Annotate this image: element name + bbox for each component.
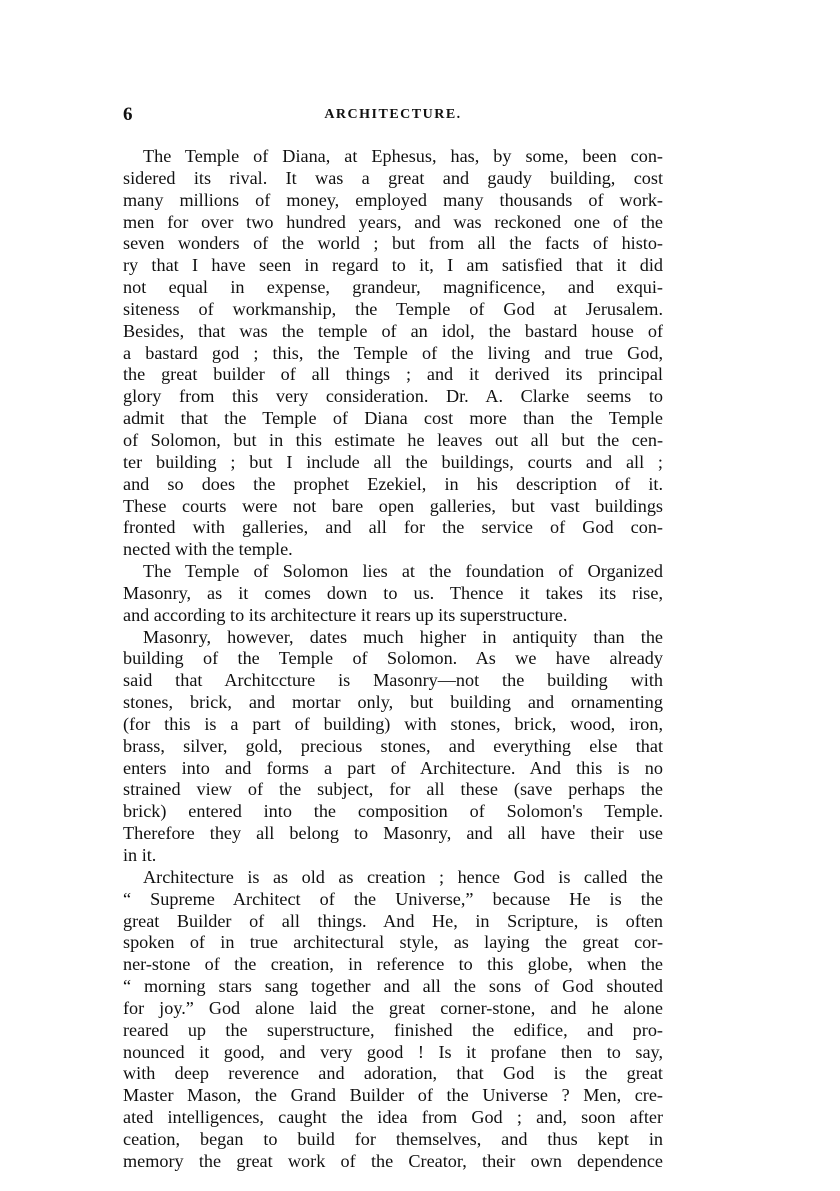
text-line: nected with the temple. (123, 539, 293, 560)
text-line: ceation, began to build for themselves, and thus kept in (123, 1128, 663, 1149)
text-line: for joy.” God alone laid the great corner-stone, and he alone (123, 997, 663, 1018)
text-line: brass, silver, gold, precious stones, and everything else that (123, 735, 663, 756)
body-text (123, 146, 663, 1173)
text-line: The Temple of Solomon lies at the foundation of Organized (143, 561, 663, 582)
text-line: (for this is a part of building) with stones, brick, wood, iron, (123, 713, 663, 734)
text-line: enters into and forms a part of Architecture. And this is no (123, 757, 663, 778)
text-line: nounced it good, and very good ! Is it profane then to say, (123, 1041, 663, 1062)
text-line: siteness of workmanship, the Temple of God at Jerusalem. (123, 298, 663, 319)
text-line: Masonry, however, dates much higher in antiquity than the (143, 626, 663, 647)
text-line: “ Supreme Architect of the Universe,” because He is the (123, 888, 663, 909)
text-line: strained view of the subject, for all these (save perhaps the (123, 779, 663, 800)
text-line: men for over two hundred years, and was reckoned one of the (123, 211, 663, 232)
paragraph (123, 627, 663, 867)
text-line: of Solomon, but in this estimate he leaves out all but the cen- (123, 429, 663, 450)
text-line: stones, brick, and mortar only, but building and ornamenting (123, 692, 663, 713)
text-line: reared up the superstructure, finished the edifice, and pro- (123, 1019, 663, 1040)
text-line: “ morning stars sang together and all the sons of God shouted (123, 976, 663, 997)
text-line: Master Mason, the Grand Builder of the Universe ? Men, cre- (123, 1085, 663, 1106)
text-line: in it. (123, 845, 157, 865)
text-line: the great builder of all things ; and it derived its principal (123, 364, 663, 385)
text-line: ner-stone of the creation, in reference to this globe, when the (123, 954, 663, 975)
text-line: Besides, that was the temple of an idol, the bastard house of (123, 320, 663, 341)
paragraph (123, 561, 663, 627)
text-line: sidered its rival. It was a great and gaudy building, cost (123, 167, 663, 188)
text-line: building of the Temple of Solomon. As we have already (123, 648, 663, 669)
page-header (123, 104, 663, 134)
text-line: seven wonders of the world ; but from all the facts of histo- (123, 233, 663, 254)
text-line: and so does the prophet Ezekiel, in his description of it. (123, 473, 663, 494)
running-head: ARCHITECTURE. (324, 107, 462, 122)
text-line: The Temple of Diana, at Ephesus, has, by some, been con- (143, 146, 663, 166)
text-line: not equal in expense, grandeur, magnificence, and exqui- (123, 277, 663, 298)
text-line: great Builder of all things. And He, in Scripture, is often (123, 910, 663, 931)
text-line: Therefore they all belong to Masonry, and all have their use (123, 823, 663, 844)
text-line: admit that the Temple of Diana cost more than the Temple (123, 408, 663, 429)
text-line: said that Architccture is Masonry—not the building with (123, 670, 663, 691)
text-line: memory the great work of the Creator, their own dependence (123, 1150, 663, 1171)
text-line: with deep reverence and adoration, that God is the great (123, 1063, 663, 1084)
text-line: Masonry, as it comes down to us. Thence it takes its rise, (123, 582, 663, 603)
text-line: ated intelligences, caught the idea from God ; and, soon after (123, 1107, 663, 1128)
text-line: many millions of money, employed many thousands of work- (123, 189, 663, 210)
text-line: a bastard god ; this, the Temple of the living and true God, (123, 342, 663, 363)
page-number: 6 (123, 104, 133, 125)
text-line: and according to its architecture it rears up its superstructure. (123, 604, 568, 625)
text-line: These courts were not bare open galleries, but vast buildings (123, 495, 663, 516)
paragraph (123, 146, 663, 561)
text-line: spoken of in true architectural style, as laying the great cor- (123, 932, 663, 953)
text-line: brick) entered into the composition of Solomon's Temple. (123, 801, 663, 822)
text-line: ry that I have seen in regard to it, I am satisfied that it did (123, 255, 663, 276)
text-line: fronted with galleries, and all for the service of God con- (123, 517, 663, 538)
text-line: glory from this very consideration. Dr. A. Clarke seems to (123, 386, 663, 407)
text-line: ter building ; but I include all the buildings, courts and all ; (123, 451, 663, 472)
paragraph (123, 867, 663, 1173)
book-page (123, 104, 663, 1173)
text-line: Architecture is as old as creation ; hence God is called the (143, 866, 663, 887)
